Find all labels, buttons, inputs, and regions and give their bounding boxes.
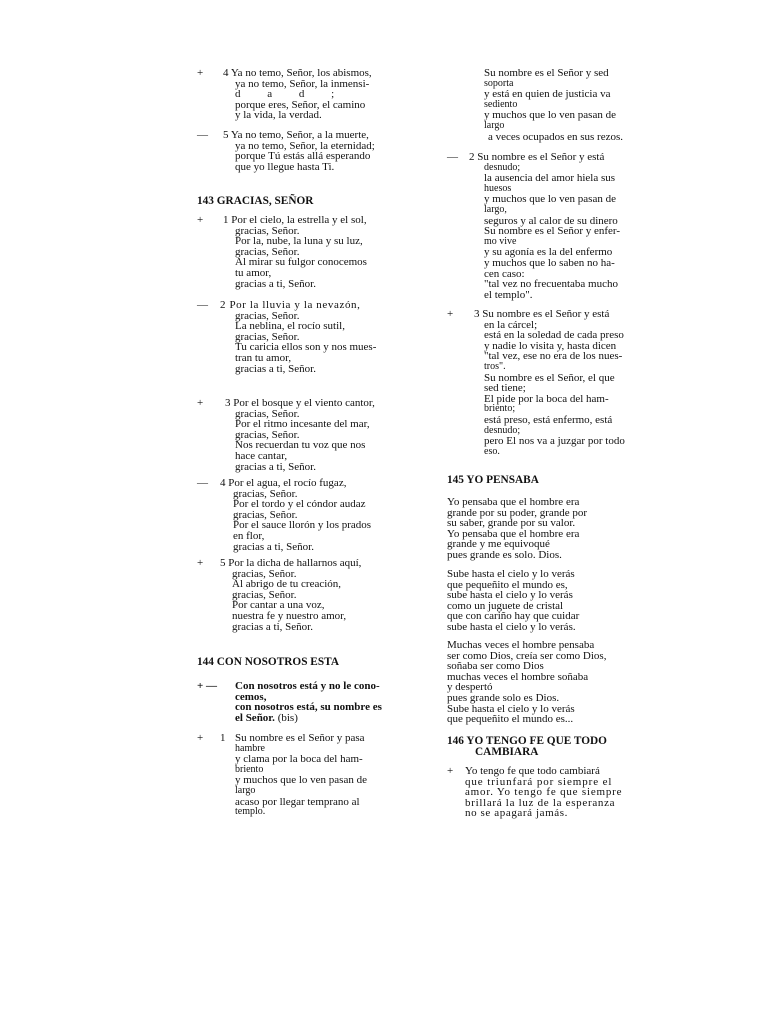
verse-line: tu amor, <box>235 266 272 279</box>
verse-line: largo <box>235 784 256 796</box>
verse-line: desnudo; <box>484 424 521 436</box>
chorus-line: cemos, <box>235 690 267 703</box>
verse-line: y está en quien de justicia va <box>484 88 611 101</box>
song-title-145: 145 YO PENSABA <box>447 474 539 486</box>
verse-line: seguros y al calor de su dinero <box>484 214 618 227</box>
stanza-line: Muchas veces el hombre pensaba <box>447 639 595 651</box>
verse-line: Nos recuerdan tu voz que nos <box>235 439 366 452</box>
verse-line: 4 Por el agua, el rocío fugaz, <box>220 477 347 489</box>
verse-line: briento <box>235 763 264 775</box>
verse-line: "tal vez no frecuentaba mucho <box>484 278 618 291</box>
verse-line: Por el sauce llorón y los prados <box>233 519 372 532</box>
verse-line: Yo tengo fe que todo cambiará <box>465 765 600 777</box>
verse-marker: + <box>447 765 454 777</box>
verse-142-4 <box>197 68 415 121</box>
verse-line: gracias a ti, Señor. <box>235 362 316 375</box>
verse-line: Al abrigo de tu creación, <box>232 578 342 591</box>
verse-line: amor. Yo tengo fe que siempre <box>465 786 623 799</box>
stanza-line: sube hasta el cielo y lo verás. <box>447 620 576 633</box>
verse-marker: — <box>447 151 458 163</box>
verse-line: y muchos que lo ven pasan de <box>484 109 616 122</box>
chorus-line: el Señor. <box>235 711 275 724</box>
verse-line: cen caso: <box>484 267 525 280</box>
verse-line: en flor, <box>233 529 265 542</box>
stanza-145-1 <box>447 497 665 561</box>
verse-line: 3 Por el bosque y el viento cantor, <box>225 397 375 409</box>
verse-line: Por cantar a una voz, <box>232 599 325 612</box>
stanza-line: que pequeñito el mundo es... <box>447 713 574 726</box>
verse-line: acaso por llegar temprano al <box>235 795 360 808</box>
verse-143-4 <box>197 478 415 552</box>
verse-marker: + <box>197 732 204 744</box>
verse-line: gracias, Señor. <box>235 224 300 237</box>
verse-line: gracias, Señor. <box>235 309 300 322</box>
stanza-line: ser como Dios, creía ser como Dios, <box>447 649 607 662</box>
verse-line: sed tiene; <box>484 382 526 395</box>
verse-line: 1 Por el cielo, la estrella y el sol, <box>223 214 367 226</box>
verse-line: mo vive <box>484 235 517 247</box>
verse-line: gracias, Señor. <box>235 245 300 258</box>
verse-142-5 <box>197 130 415 172</box>
stanza-145-2 <box>447 569 665 633</box>
stanza-line: que con cariño hay que cuidar <box>447 610 580 623</box>
verse-line: El pide por la boca del ham- <box>484 392 609 405</box>
verse-143-1 <box>197 215 415 289</box>
verse-line: 2 Su nombre es el Señor y está <box>469 151 605 163</box>
verse-marker: + <box>197 557 204 569</box>
verse-line: nuestra fe y nuestro amor, <box>232 609 347 622</box>
verse-144-1-cont <box>447 68 665 142</box>
verse-line: Por el ritmo incesante del mar, <box>235 418 370 431</box>
verse-line: gracias, Señor. <box>233 508 298 521</box>
verse-146-1 <box>447 766 665 819</box>
verse-143-5 <box>197 558 415 632</box>
verse-line: tran tu amor, <box>235 351 292 364</box>
verse-line: "tal vez, ese no era de los nues- <box>484 350 623 363</box>
chorus-144 <box>197 681 415 723</box>
verse-line: sediento <box>484 98 518 110</box>
stanza-line: pues grande solo es Dios. <box>447 691 560 704</box>
verse-line: no se apagará jamás. <box>465 807 569 820</box>
verse-marker: + <box>197 397 204 409</box>
verse-marker: + <box>197 214 204 226</box>
verse-line: 5 Ya no temo, Señor, a la muerte, <box>223 129 369 141</box>
verse-line: y nadie lo visita y, hasta dicen <box>484 339 617 352</box>
verse-line: tros". <box>484 360 506 372</box>
stanza-line: su saber, grande por su valor. <box>447 517 576 530</box>
verse-marker: — <box>197 129 208 141</box>
verse-line: y muchos que lo ven pasan de <box>235 774 367 787</box>
verse-line: gracias, Señor. <box>235 407 300 420</box>
chorus-marker: + — <box>197 680 218 692</box>
stanza-line: Yo pensaba que el hombre era <box>447 527 580 540</box>
chorus-line: con nosotros está, su nombre es <box>235 701 382 714</box>
verse-line: en la cárcel; <box>484 318 538 331</box>
stanza-line: Sube hasta el cielo y lo verás <box>447 568 575 580</box>
stanza-line: Sube hasta el cielo y lo verás <box>447 702 575 715</box>
stanza-line: soñaba ser como Dios <box>447 660 544 673</box>
stanza-line: sube hasta el cielo y lo verás <box>447 589 573 602</box>
verse-line: y la vida, la verdad. <box>235 109 322 122</box>
verse-line: pero El nos va a juzgar por todo <box>484 435 625 448</box>
verse-143-2 <box>197 300 415 374</box>
verse-line: gracias a ti, Señor. <box>232 620 313 633</box>
verse-number: 1 <box>220 732 226 744</box>
verse-line: largo <box>484 119 505 131</box>
stanza-line: muchas veces el hombre soñaba <box>447 670 589 683</box>
stanza-line: grande por su poder, grande por <box>447 506 588 519</box>
verse-line: que triunfará por siempre el <box>465 775 613 788</box>
verse-marker: — <box>197 299 208 311</box>
verse-line: y clama por la boca del ham- <box>235 753 363 766</box>
verse-line: Su nombre es el Señor y enfer- <box>484 225 621 238</box>
song-title-144: 144 CON NOSOTROS ESTA <box>197 656 339 668</box>
verse-line: gracias a ti, Señor. <box>235 460 316 473</box>
verse-line: que yo llegue hasta Ti. <box>235 160 335 173</box>
song-title-146 <box>447 736 665 757</box>
verse-line: y muchos que lo saben no ha- <box>484 256 615 269</box>
verse-line: gracias, Señor. <box>232 588 297 601</box>
verse-marker: + <box>447 308 454 320</box>
verse-line: ya no temo, Señor, la eternidad; <box>235 139 375 152</box>
stanza-145-3 <box>447 640 665 725</box>
verse-marker: — <box>197 477 208 489</box>
chorus-line: Con nosotros está y no le cono- <box>235 680 380 692</box>
stanza-line: grande y me equivoqué <box>447 538 550 551</box>
stanza-line: pues grande es solo. Dios. <box>447 548 562 561</box>
verse-line: Tu caricia ellos son y nos mues- <box>235 341 377 354</box>
title-line: CAMBIARA <box>475 745 539 758</box>
verse-line: Al mirar su fulgor conocemos <box>235 256 367 269</box>
verse-line: a veces ocupados en sus rezos. <box>488 130 624 143</box>
verse-line: soporta <box>484 77 514 89</box>
verse-marker: + <box>197 67 204 79</box>
verse-line: gracias, Señor. <box>235 330 300 343</box>
verse-line: está en la soledad de cada preso <box>484 329 624 342</box>
verse-line: está preso, está enfermo, está <box>484 413 613 426</box>
verse-line: hambre <box>235 742 265 754</box>
verse-line: Por la, nube, la luna y su luz, <box>235 235 363 248</box>
verse-line: porque eres, Señor, el camino <box>235 98 366 111</box>
verse-line: desnudo; <box>484 161 521 173</box>
stanza-line: Yo pensaba que el hombre era <box>447 496 580 508</box>
verse-line: briento; <box>484 403 516 415</box>
verse-line: Su nombre es el Señor y sed <box>484 67 609 79</box>
title-line: 146 YO TENGO FE QUE TODO <box>447 735 607 747</box>
stanza-line: que pequeñito el mundo es, <box>447 578 568 591</box>
verse-line: Su nombre es el Señor, el que <box>484 371 615 384</box>
verse-line: brillará la luz de la esperanza <box>465 796 616 809</box>
verse-line: porque Tú estás allá esperando <box>235 150 371 163</box>
song-title-143: 143 GRACIAS, SEÑOR <box>197 195 314 207</box>
verse-line: largo, <box>484 203 507 215</box>
verse-line: templo. <box>235 806 266 818</box>
verse-line: gracias, Señor. <box>235 428 300 441</box>
verse-144-2 <box>447 152 665 300</box>
verse-line: huesos <box>484 182 512 194</box>
verse-line: hace cantar, <box>235 449 288 462</box>
verse-line: 4 Ya no temo, Señor, los abismos, <box>223 67 372 79</box>
verse-line: gracias a ti, Señor. <box>235 277 316 290</box>
verse-144-1 <box>197 733 415 818</box>
verse-143-3 <box>197 398 415 472</box>
verse-line: ya no temo, Señor, la inmensi- <box>235 77 370 90</box>
verse-line: Por el tordo y el cóndor audaz <box>233 498 366 511</box>
verse-line: Su nombre es el Señor y pasa <box>235 732 365 744</box>
verse-line: 5 Por la dicha de hallarnos aquí, <box>220 557 362 569</box>
verse-line: gracias, Señor. <box>233 487 298 500</box>
verse-line: eso. <box>484 445 500 457</box>
verse-line: y muchos que lo ven pasan de <box>484 193 616 206</box>
verse-line: gracias, Señor. <box>232 567 297 580</box>
stanza-line: y despertó <box>447 681 493 694</box>
verse-line: La neblina, el rocío sutil, <box>235 320 345 333</box>
verse-line: y su agonía es la del enfermo <box>484 246 613 259</box>
verse-line: gracias a ti, Señor. <box>233 540 314 553</box>
repeat-note: (bis) <box>277 711 298 724</box>
verse-144-3 <box>447 309 665 457</box>
verse-line: la ausencia del amor hiela sus <box>484 172 616 185</box>
verse-line: d a d ; <box>235 88 347 101</box>
verse-line: el templo". <box>484 288 533 301</box>
verse-line: 2 Por la lluvia y la nevazón, <box>220 299 361 311</box>
stanza-line: como un juguete de cristal <box>447 599 564 612</box>
verse-line: 3 Su nombre es el Señor y está <box>474 308 610 320</box>
